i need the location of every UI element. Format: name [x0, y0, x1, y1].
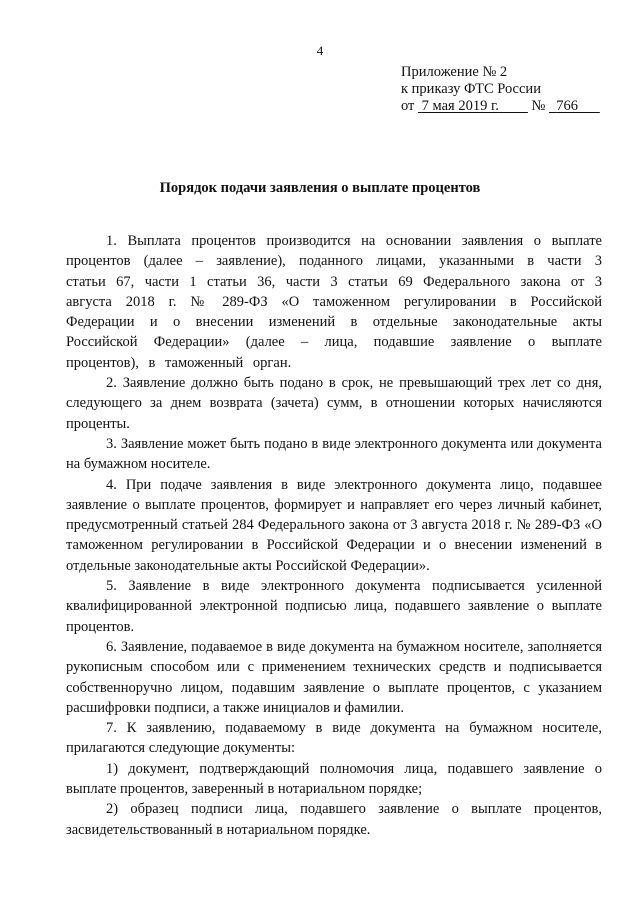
appendix-header [401, 64, 600, 115]
paragraph-6: 6. Заявление, подаваемое в виде документа на бумажном носителе, заполняется рукописным способом или с применением технических средств и подписывается собственноручно лицом, подавшим заявление о выплате процентов, с указанием расшифровки подписи, а также инициалов и фамилии. [66, 638, 602, 716]
date-prefix: от [401, 98, 415, 114]
order-date: 7 мая 2019 г. [421, 98, 499, 114]
document-body [66, 231, 602, 840]
appendix-order-reference: к приказу ФТС России [401, 81, 541, 97]
appendix-date-line [401, 98, 600, 115]
number-prefix: № [531, 98, 546, 114]
list-item-1: 1) документ, подтверждающий полномочия лица, подавшего заявление о выплате процентов, заверенный в нотариальном порядке; [66, 760, 602, 798]
paragraph-1: 1. Выплата процентов производится на основании заявления о выплате процентов (далее – заявление), поданного лицами, указанными в части 3 статьи 67, части 1 статьи 36, части 3 статьи 69 Федерального закона от 3 августа 2018 г. № 289-ФЗ «О таможенном регулировании в Российской Федерации и о внесении изменений в отдельные законодательные акты Российской Федерации» (далее – лица, подавшие заявление о выплате процентов), в таможенный орган. [66, 233, 602, 371]
paragraph-2: 2. Заявление должно быть подано в срок, не превышающий трех лет со дня, следующего за днем возврата (зачета) сумм, в отношении которых начисляются проценты. [66, 375, 602, 432]
document-title: Порядок подачи заявления о выплате процентов [159, 180, 481, 196]
order-number: 766 [556, 98, 578, 114]
paragraph-4: 4. При подаче заявления в виде электронного документа лицо, подавшее заявление о выплате процентов, формирует и направляет его через личный кабинет, предусмотренный статьей 284 Федерального закона от 3 августа 2018 г. № 289-ФЗ «О таможенном регулировании в Российской Федерации и о внесении изменений в отдельные законодательные акты Российской Федерации». [66, 476, 602, 574]
appendix-number: Приложение № 2 [401, 64, 508, 80]
paragraph-3: 3. Заявление может быть подано в виде электронного документа или документа на бумажном носителе. [66, 435, 602, 473]
paragraph-5: 5. Заявление в виде электронного документа подписывается усиленной квалифицированной электронной подписью лица, подавшего заявление о выплате процентов. [66, 578, 602, 635]
page-number: 4 [316, 43, 324, 58]
paragraph-7: 7. К заявлению, подаваемому в виде документа на бумажном носителе, прилагаются следующие документы: [66, 720, 602, 757]
list-item-2: 2) образец подписи лица, подавшего заявление о выплате процентов, засвидетельствованный в нотариальном порядке. [66, 801, 602, 838]
